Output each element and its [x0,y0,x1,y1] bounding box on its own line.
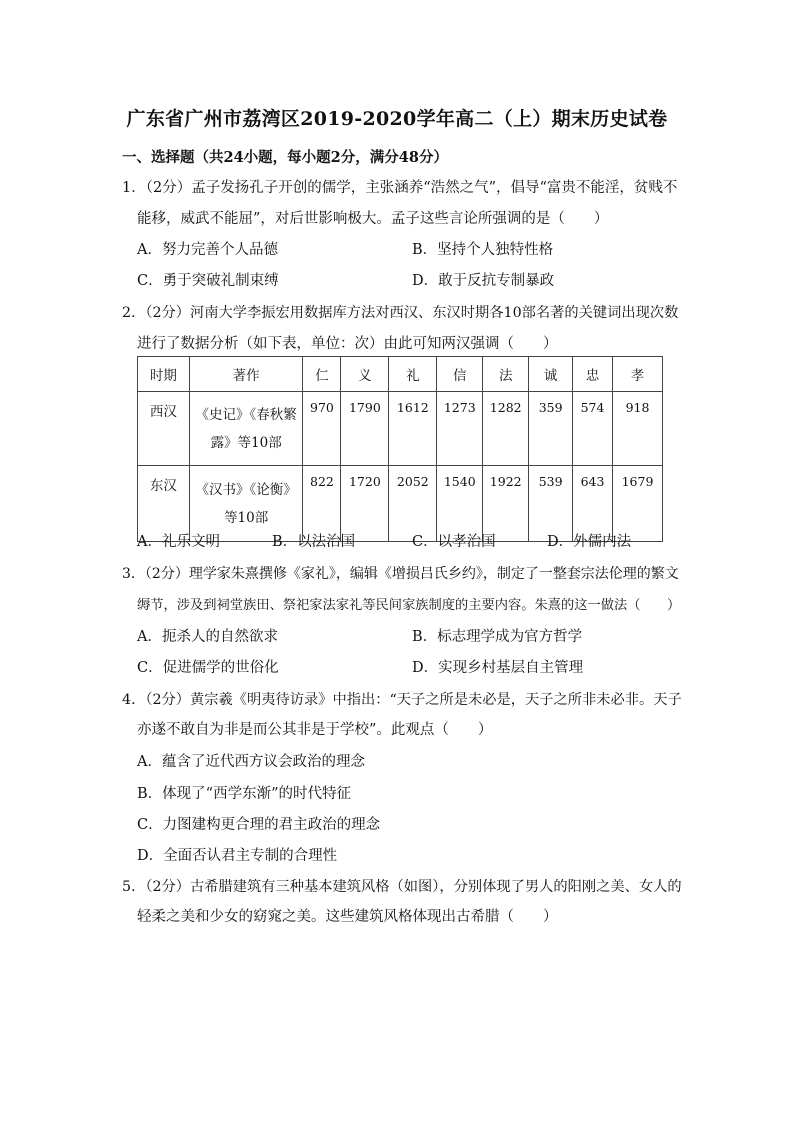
question-2-option-c: C．以孝治国 [412,534,496,550]
work-line-2: 露》等10部 [210,434,282,451]
table-header-cell: 义 [341,357,389,392]
table-cell-value: 1720 [341,466,389,542]
exam-title: 广东省广州市荔湾区2019-2020学年高二（上）期末历史试卷 [126,108,668,130]
keyword-count-table [137,356,663,542]
table-cell-value: 643 [573,466,613,542]
table-header-cell: 著作 [189,357,303,392]
table-header-cell: 忠 [573,357,613,392]
table-row [138,392,663,466]
question-1-option-b: B．坚持个人独特性格 [412,242,554,258]
table-cell-value: 359 [529,392,573,466]
table-cell-work [189,392,303,466]
table-header-cell: 时期 [138,357,190,392]
question-3-text-line2: 缛节，涉及到祠堂族田、祭祀家法家礼等民间家族制度的主要内容。朱熹的这一做法（ ） [137,598,681,613]
question-1-option-d: D．敢于反抗专制暴政 [412,273,555,289]
table-row [138,466,663,542]
question-5-text-line2: 轻柔之美和少女的窈窕之美。这些建筑风格体现出古希腊（ ） [137,909,558,925]
table-cell-value: 1790 [341,392,389,466]
question-4-option-d: D．全面否认君主专制的合理性 [137,848,338,864]
table-cell-value: 539 [529,466,573,542]
table-cell-value: 574 [573,392,613,466]
table-cell-work [189,466,303,542]
table-cell-value: 1612 [389,392,437,466]
table-cell-value: 1922 [483,466,529,542]
question-2-text-line2: 进行了数据分析（如下表，单位：次）由此可知两汉强调（ ） [137,336,558,352]
table-header-cell: 信 [437,357,483,392]
question-2-option-a: A．礼乐文明 [137,534,220,550]
table-cell-period: 东汉 [138,466,190,542]
work-line-2: 等10部 [224,509,269,526]
question-3-option-b: B．标志理学成为官方哲学 [412,629,583,645]
question-1-text-line1: 1．（2分）孟子发扬孔子开创的儒学，主张涵养“浩然之气”，倡导“富贵不能淫，贫贱不 [122,180,678,196]
table-header-cell: 仁 [303,357,341,392]
table-cell-value: 1679 [613,466,663,542]
question-4-text-line1: 4．（2分）黄宗羲《明夷待访录》中指出：“天子之所是未必是，天子之所非未必非。天子 [122,692,682,708]
table-cell-value: 970 [303,392,341,466]
table-header-cell: 礼 [389,357,437,392]
table-cell-value: 1273 [437,392,483,466]
question-3-option-c: C．促进儒学的世俗化 [137,660,279,676]
table-cell-period: 西汉 [138,392,190,466]
question-1-option-a: A．努力完善个人品德 [137,242,278,258]
table-cell-value: 1540 [437,466,483,542]
table-cell-value: 822 [303,466,341,542]
table-header-cell: 诚 [529,357,573,392]
question-4-text-line2: 亦遂不敢自为非是而公其非是于学校”。此观点（ ） [137,722,493,738]
table-cell-value: 1282 [483,392,529,466]
question-4-option-a: A．蕴含了近代西方议会政治的理念 [137,754,365,770]
question-4-option-b: B．体现了“西学东渐”的时代特征 [137,786,351,802]
table-cell-value: 2052 [389,466,437,542]
question-1-text-line2: 能移，威武不能屈”，对后世影响极大。孟子这些言论所强调的是（ ） [137,211,609,227]
table-header-row [138,357,663,392]
question-3-text-line1: 3．（2分）理学家朱熹撰修《家礼》，编辑《增损吕氏乡约》，制定了一整套宗法伦理的繁文 [122,566,679,582]
question-3-option-d: D．实现乡村基层自主管理 [412,660,584,676]
table-header-cell: 孝 [613,357,663,392]
question-2-option-b: B．以法治国 [272,534,356,550]
question-2-text-line1: 2．（2分）河南大学李振宏用数据库方法对西汉、东汉时期各10部名著的关键词出现次数 [122,305,679,321]
table-cell-value: 918 [613,392,663,466]
work-line-1: 《汉书》《论衡》 [195,481,297,498]
question-1-option-c: C．勇于突破礼制束缚 [137,273,279,289]
work-line-1: 《史记》《春秋繁 [195,406,297,423]
question-5-text-line1: 5．（2分）古希腊建筑有三种基本建筑风格（如图），分别体现了男人的阳刚之美、女人的 [122,879,682,895]
question-4-option-c: C．力图建构更合理的君主政治的理念 [137,817,381,833]
section-heading: 一、选择题（共24小题，每小题2分，满分48分） [122,149,448,166]
table-header-cell: 法 [483,357,529,392]
question-2-option-d: D．外儒内法 [547,534,632,550]
question-3-option-a: A．扼杀人的自然欲求 [137,629,278,645]
